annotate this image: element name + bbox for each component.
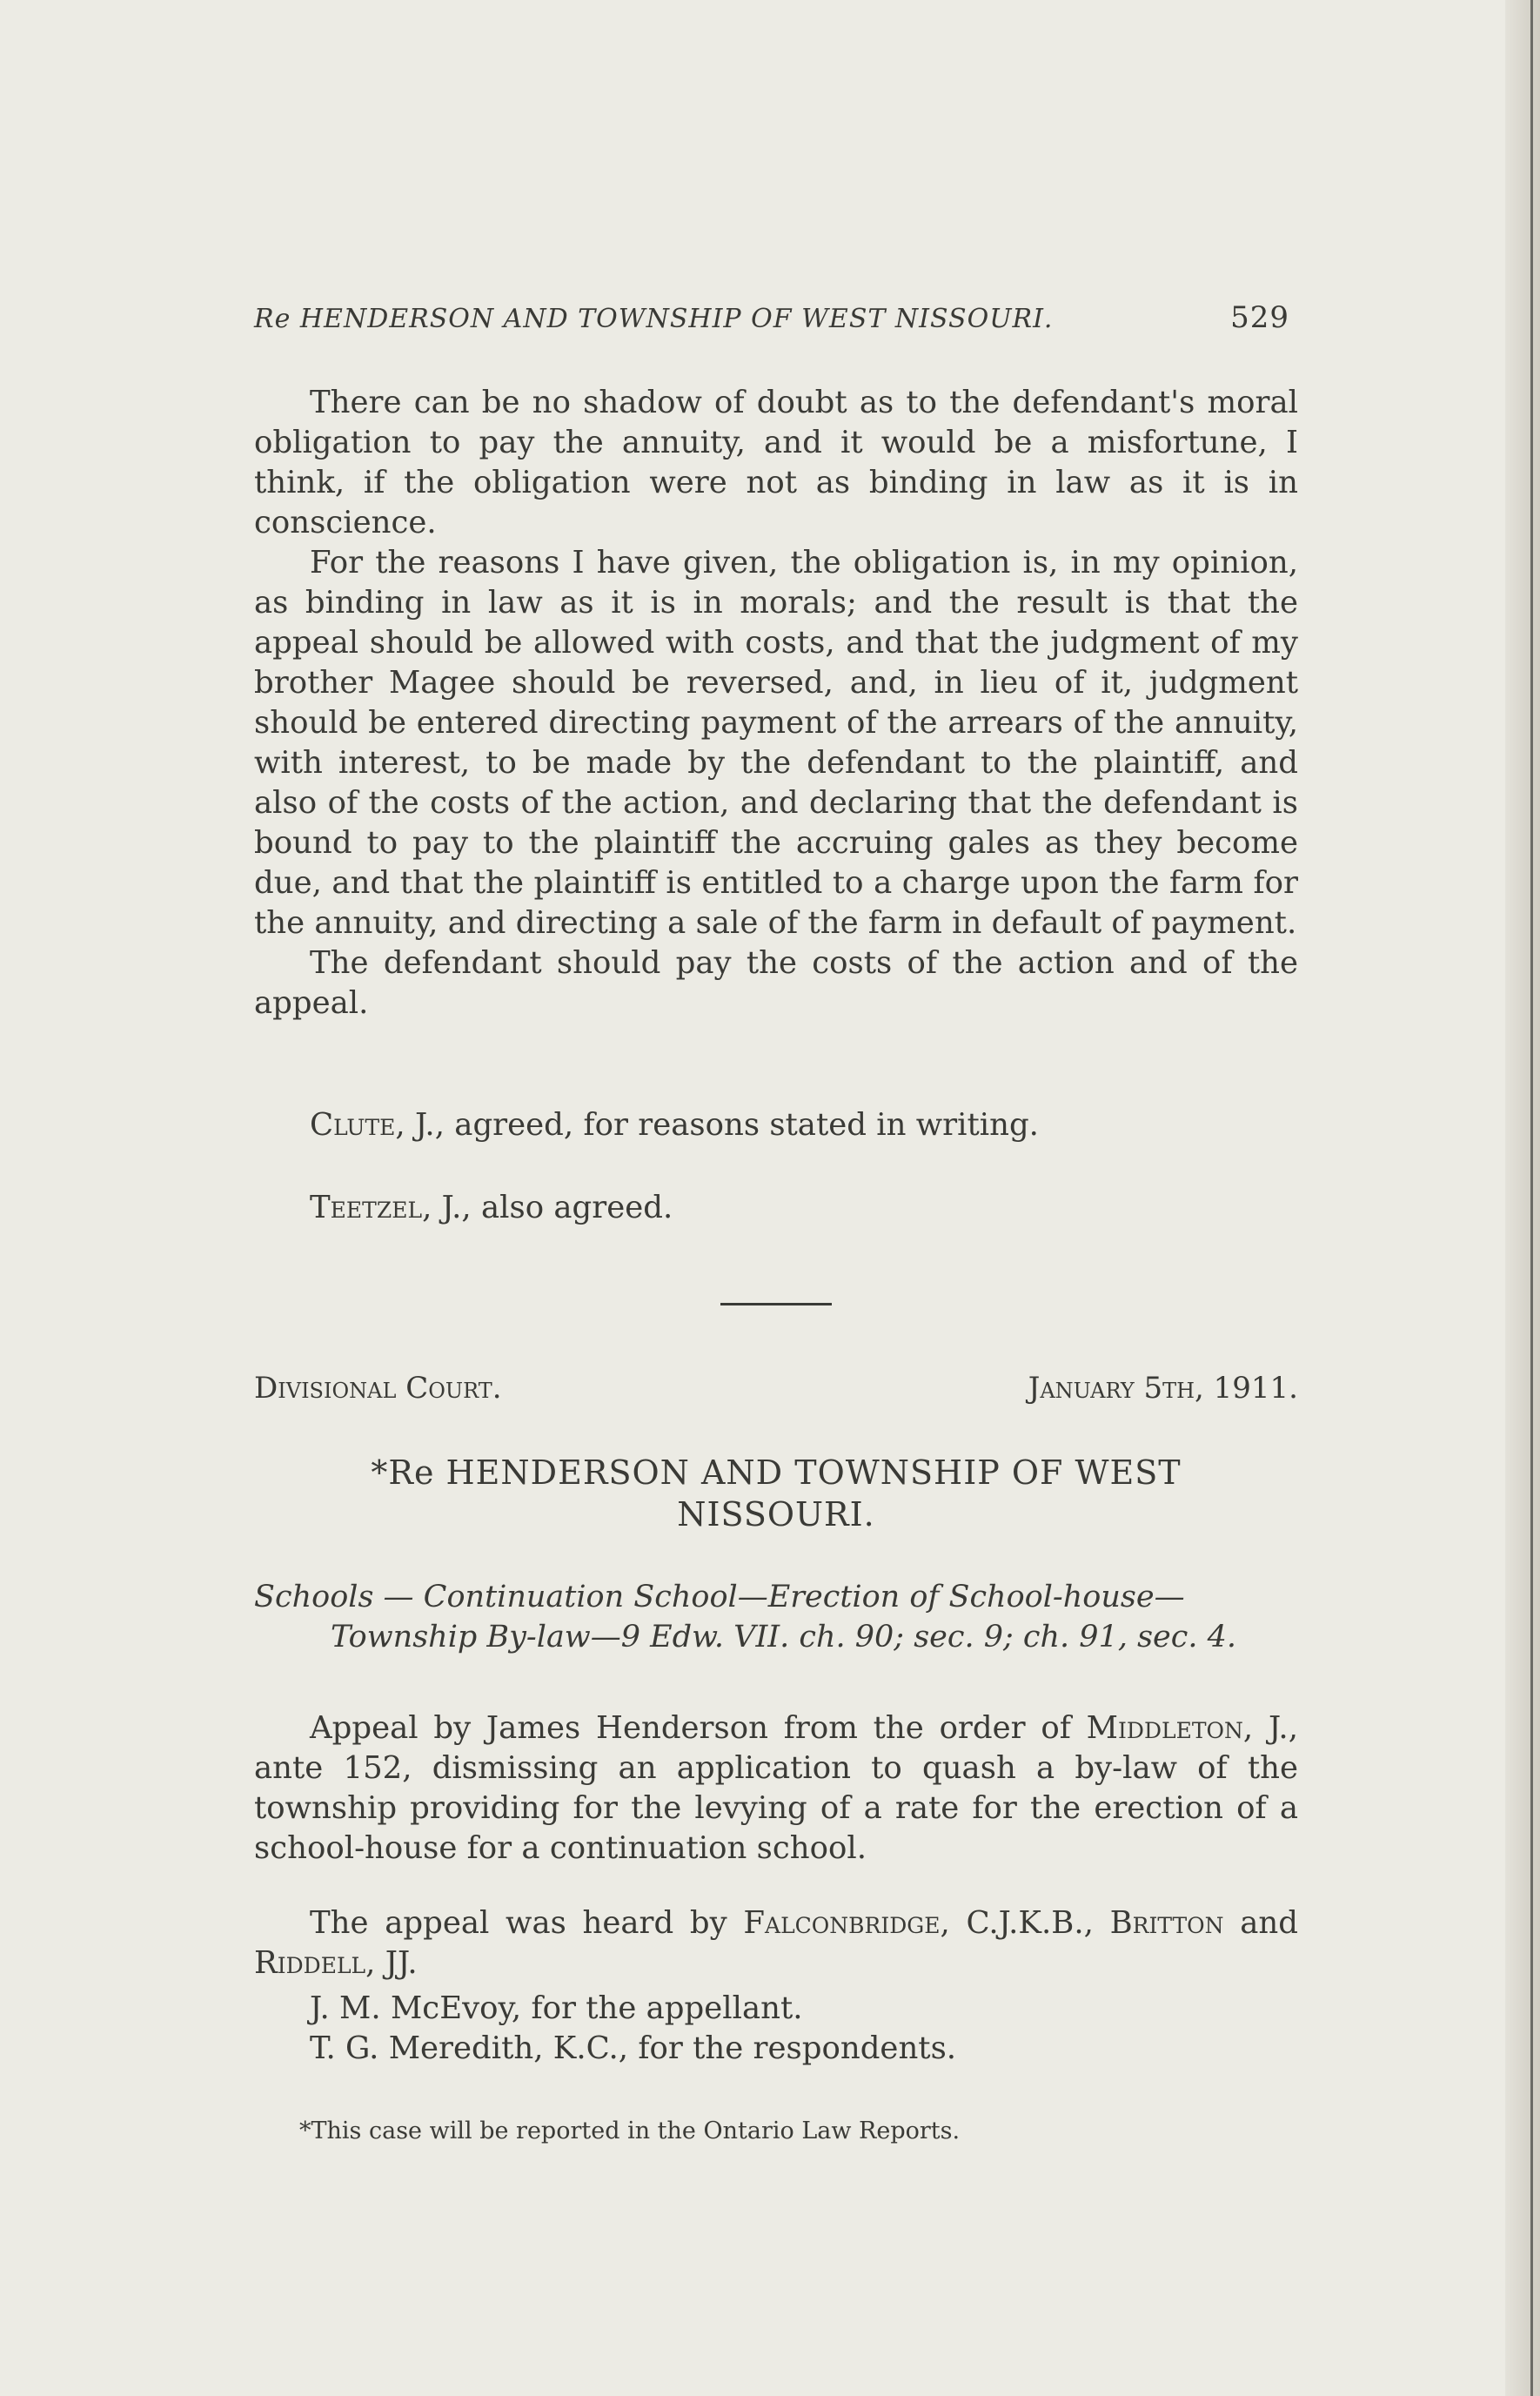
hearing-text-d: , JJ. xyxy=(365,1945,418,1981)
paragraph-reasons: For the reasons I have given, the obligation is, in my opinion, as binding in law as it is in morals; and the result is that the appeal should be allowed with costs, and that the judgment of my brother Magee should be reversed, and, in lieu of it, judgment should be entered directing payment of the arrears of the annuity, with interest, to be made by the defendant to the plaintiff, and also of the costs of the action, and declaring that the defendant is bound to pay to the plaintiff the accruing gales as they become due, and that the plaintiff is entitled to a charge upon the farm for the annuity, and directing a sale of the farm in default of payment. xyxy=(254,545,1298,941)
counsel-respondents: T. G. Meredith, K.C., for the respondents. xyxy=(310,2030,957,2066)
headnote xyxy=(254,1577,1298,1657)
clute-text: , J., agreed, for reasons stated in writing. xyxy=(395,1107,1039,1143)
headnote-line-2: Township By-law—9 Edw. VII. ch. 90; sec. 9; ch. 91, sec. 4. xyxy=(331,1620,1237,1654)
concurrence-clute xyxy=(254,1105,1298,1145)
section-divider xyxy=(720,1303,832,1305)
footnote: *This case will be reported in the Ontario Law Reports. xyxy=(299,2117,961,2144)
judge-falconbridge: Falconbridge xyxy=(743,1905,941,1941)
paragraph-costs: The defendant should pay the costs of the action and of the appeal. xyxy=(254,945,1298,1021)
case-title-line-1: *Re HENDERSON AND TOWNSHIP OF WEST xyxy=(371,1453,1182,1492)
page-edge-shadow xyxy=(1505,0,1540,2396)
judge-teetzel: Teetzel xyxy=(310,1190,423,1225)
appeal-text-a: Appeal by James Henderson from the order of xyxy=(310,1710,1087,1746)
judge-britton: Britton xyxy=(1109,1905,1224,1941)
teetzel-text: , J., also agreed. xyxy=(422,1190,673,1225)
hearing-text-c: and xyxy=(1223,1905,1298,1941)
page-number: 529 xyxy=(1230,300,1289,335)
judge-clute: Clute xyxy=(310,1107,396,1143)
judge-riddell: Riddell xyxy=(254,1945,366,1981)
appeal-paragraph xyxy=(254,1708,1298,1869)
hearing-text-b: , C.J.K.B., xyxy=(940,1905,1110,1941)
court-name: Divisional Court. xyxy=(254,1371,502,1406)
hearing-paragraph xyxy=(254,1903,1298,2069)
paragraph-moral-obligation: There can be no shadow of doubt as to the defendant's moral obligation to pay the annuity, and it would be a misfortune, I think, if the obligation were not as binding in law as it is in conscience. xyxy=(254,385,1298,540)
running-header xyxy=(254,300,1289,335)
page-edge-line xyxy=(1530,0,1533,2396)
concurrence-teetzel xyxy=(254,1188,1298,1228)
court-date: January 5th, 1911. xyxy=(1028,1371,1298,1406)
court-line xyxy=(254,1371,1298,1406)
running-title: Re HENDERSON AND TOWNSHIP OF WEST NISSOURI. xyxy=(254,304,1054,334)
counsel-appellant: J. M. McEvoy, for the appellant. xyxy=(310,1990,803,2026)
judge-middleton: Middleton xyxy=(1086,1710,1243,1746)
case-title-line-2: NISSOURI. xyxy=(677,1495,875,1534)
appeal-text-b: , J., ante 152, dismissing an application to quash a by-law of the township providing for the levying of a rate for the erection of a school-house for a continuation school. xyxy=(254,1710,1298,1866)
headnote-line-1: Schools — Continuation School—Erection of School-house— xyxy=(254,1580,1185,1614)
hearing-text-a: The appeal was heard by xyxy=(310,1905,744,1941)
judgment-text xyxy=(254,383,1298,1024)
case-title xyxy=(254,1452,1298,1535)
